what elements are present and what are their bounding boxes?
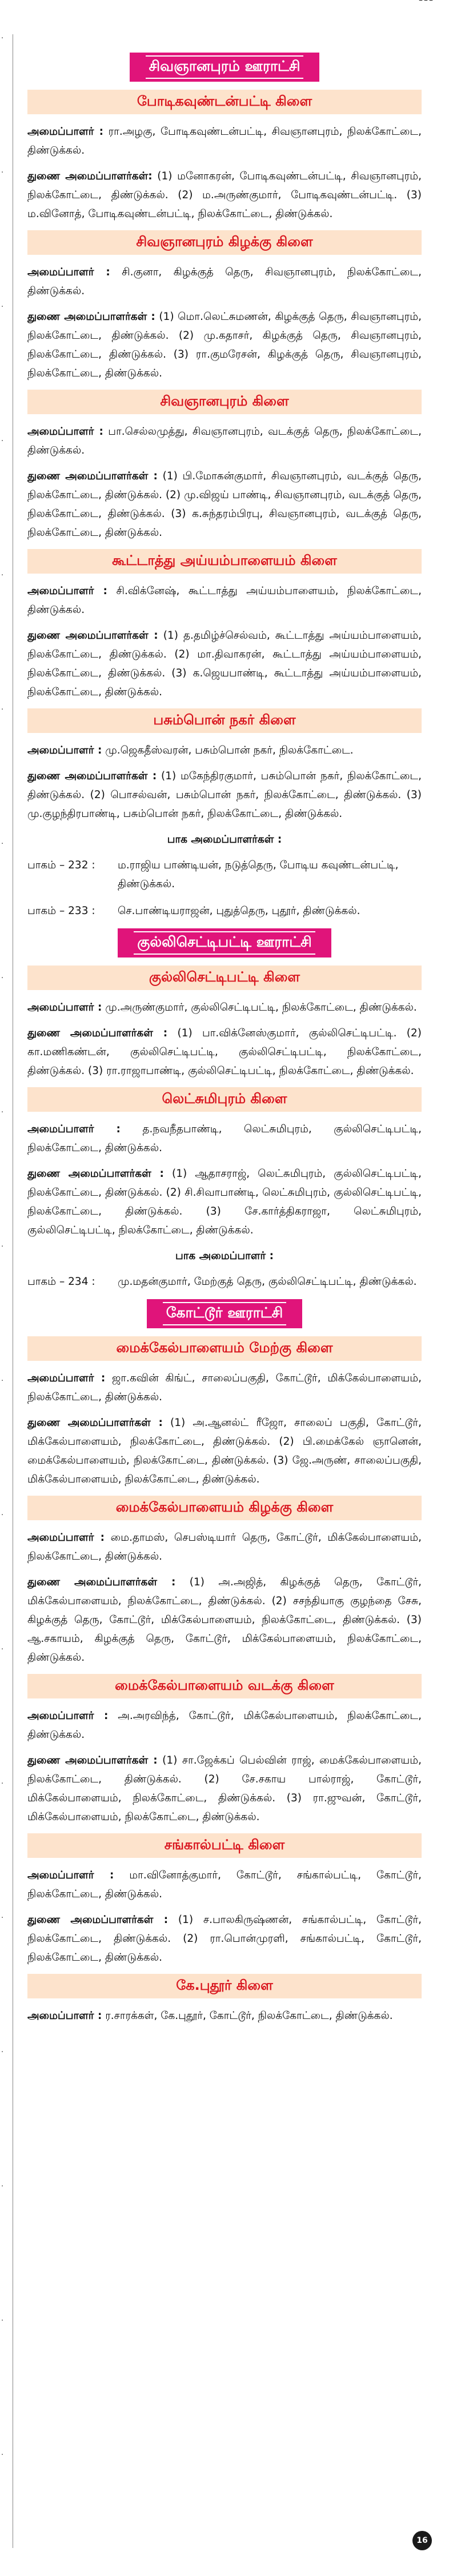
office-bearer-entry [27, 1910, 422, 1967]
booth-entry [27, 902, 422, 920]
role-label: துணை அமைப்பாளர்கள் : [27, 770, 157, 782]
role-label: அமைப்பாளர் : [27, 1001, 102, 1013]
section-subheading: பாக அமைப்பாளர் : [175, 1250, 274, 1262]
member-details: (1) அ.அஜித், கிழக்குத் தெரு, கோட்டூர், மிக்கேல்பாளையம், நிலக்கோட்டை, திண்டுக்கல். (2) சசந்தியாகு குழந்தை சேசு, கிழக்குத் தெரு, கோட்டூர், மிக்கேல்பாளையம், நிலக்கோட்டை, திண்டுக்கல். (3) ஆ.சகாயம், கிழக்குத் தெரு, கோட்டூர், மிக்கேல்பாளையம், நிலக்கோட்டை, திண்டுக்கல். [27, 1576, 422, 1664]
role-label: துணை அமைப்பாளர்கள் : [27, 1914, 169, 1926]
branch-title: குல்லிசெட்டிபட்டி கிளை [27, 966, 422, 990]
booth-member-details: மு.மதன்குமார், மேற்குத் தெரு, குல்லிசெட்டிபட்டி, திண்டுக்கல். [118, 1276, 417, 1288]
role-label: அமைப்பாளர் : [27, 266, 110, 278]
booth-number: பாகம் – 232 : [27, 859, 95, 871]
office-bearer-entry [27, 1413, 422, 1489]
member-details: (1) ஆதாசராஜ், லெட்சுமிபுரம், குல்லிசெட்டிபட்டி, நிலக்கோட்டை, திண்டுக்கல். (2) சி.சிவாபாண்டி, லெட்சுமிபுரம், குல்லிசெட்டிபட்டி, நிலக்கோட்டை, திண்டுக்கல். (3) சே.கார்த்திகராஜா, லெட்சுமிபுரம், குல்லிசெட்டிபட்டி, நிலக்கோட்டை, திண்டுக்கல். [27, 1168, 422, 1236]
booth-number: பாகம் – 233 : [27, 905, 95, 917]
adjacent-column-strip: · · · · · · · · · · · · · · · · · · · [0, 34, 13, 2548]
role-label: துணை அமைப்பாளர்கள் : [27, 470, 158, 482]
member-details: த.நவநீதபாண்டி, லெட்சுமிபுரம், குல்லிசெட்டிபட்டி, நிலக்கோட்டை, திண்டுக்கல். [27, 1123, 422, 1154]
office-bearer-entry [27, 626, 422, 702]
booth-entry [27, 1272, 422, 1291]
branch-title: கே.புதூர் கிளை [27, 1974, 422, 1998]
member-details: (1) மொ.லெட்சுமணன், கிழக்குத் தெரு, சிவஞானபுரம், நிலக்கோட்டை, திண்டுக்கல். (2) மு.கதாசர், கிழக்குத் தெரு, சிவஞானபுரம், நிலக்கோட்டை, திண்டுக்கல். (3) ரா.குமரேசன், கிழக்குத் தெரு, சிவஞானபுரம், நிலக்கோட்டை, திண்டுக்கல். [27, 311, 422, 379]
branch-title: கூட்டாத்து அய்யம்பாளையம் கிளை [27, 549, 422, 574]
booth-member-details: ம.ராஜிய பாண்டியன், நடுத்தெரு, போடிய கவுண்டன்பட்டி, திண்டுக்கல். [118, 859, 399, 890]
role-label: துணை அமைப்பாளர்கள் : [27, 311, 155, 323]
branch-title: மைக்கேல்பாளையம் கிழக்கு கிளை [27, 1496, 422, 1520]
branch-title: பசும்பொன் நகர் கிளை [27, 708, 422, 733]
role-label: அமைப்பாளர் : [27, 1372, 106, 1384]
office-bearer-entry [27, 467, 422, 542]
role-label: துணை அமைப்பாளர்கள் : [27, 1168, 164, 1180]
office-bearer-entry [27, 167, 422, 223]
role-label: அமைப்பாளர் : [27, 1710, 109, 1722]
branch-title: சங்கால்பட்டி கிளை [27, 1833, 422, 1858]
member-details: (1) சா.ஜேக்கப் பெல்வின் ராஜ், மைக்கேல்பாளையம், நிலக்கோட்டை, திண்டுக்கல். (2) சே.சகாய பால்ராஜ், கோட்டூர், மிக்கேல்பாளையம், நிலக்கோட்டை, திண்டுக்கல். (3) ரா.ஜுவன், கோட்டூர், மிக்கேல்பாளையம், நிலக்கோட்டை, திண்டுக்கல். [27, 1754, 422, 1823]
page-number-badge: 16 [412, 2531, 432, 2550]
booth-member-details: செ.பாண்டியராஜன், புதுத்தெரு, புதூர், திண்டுக்கல். [118, 905, 360, 917]
branch-title: சிவஞானபுரம் கிழக்கு கிளை [27, 230, 422, 255]
role-label: அமைப்பாளர் : [27, 1123, 121, 1135]
office-bearer-entry [27, 767, 422, 823]
panchayat-title-text: சிவஞானபுரம் ஊராட்சி [146, 55, 304, 79]
office-bearer-entry [27, 998, 422, 1017]
office-bearer-entry [27, 122, 422, 160]
branch-title: மைக்கேல்பாளையம் மேற்கு கிளை [27, 1336, 422, 1361]
member-details: (1) மகேந்திரகுமார், பசும்பொன் நகர், நிலக்கோட்டை, திண்டுக்கல். (2) பொசல்வன், பசும்பொன் நகர், நிலக்கோட்டை, திண்டுக்கல். (3) மு.குழந்திரபாண்டி, பசும்பொன் நகர், நிலக்கோட்டை, திண்டுக்கல். [27, 770, 422, 820]
office-bearer-entry [27, 1369, 422, 1407]
role-label: அமைப்பாளர் : [27, 2010, 102, 2022]
top-header-band: ––– [419, 0, 434, 5]
member-details: (1) ச.பாலகிருஷ்ணன், சங்கால்பட்டி, கோட்டூர், நிலக்கோட்டை, திண்டுக்கல். (2) ரா.பொன்முரளி, சங்கால்பட்டி, கோட்டூர், நிலக்கோட்டை, திண்டுக்கல். [27, 1914, 422, 1964]
member-details: (1) த.தமிழ்ச்செல்வம், கூட்டாத்து அய்யம்பாளையம், நிலக்கோட்டை, திண்டுக்கல். (2) மா.திவாகரன், கூட்டாத்து அய்யம்பாளையம், நிலக்கோட்டை, திண்டுக்கல். (3) க.ஜெயபாண்டி, கூட்டாத்து அய்யம்பாளையம், நிலக்கோட்டை, திண்டுக்கல். [27, 630, 422, 698]
role-label: அமைப்பாளர் : [27, 426, 103, 438]
role-label: துணை அமைப்பாளர்கள்: [27, 170, 153, 182]
member-details: மு.அருண்குமார், குல்லிசெட்டிபட்டி, நிலக்கோட்டை, திண்டுக்கல். [102, 1001, 417, 1013]
office-bearer-entry [27, 582, 422, 619]
member-details: சி.குனா, கிழக்குத் தெரு, சிவஞானபுரம், நிலக்கோட்டை, திண்டுக்கல். [27, 266, 422, 297]
office-bearer-entry [27, 307, 422, 383]
role-label: துணை அமைப்பாளர்கள் : [27, 630, 158, 642]
role-label: அமைப்பாளர் : [27, 744, 102, 756]
member-details: மா.வினோத்குமார், கோட்டூர், சங்கால்பட்டி, கோட்டூர், நிலக்கோட்டை, திண்டுக்கல். [27, 1869, 422, 1900]
office-bearer-entry [27, 1706, 422, 1744]
member-details: சி.விக்னேஷ், கூட்டாத்து அய்யம்பாளையம், நிலக்கோட்டை, திண்டுக்கல். [27, 585, 422, 616]
office-bearer-entry [27, 1120, 422, 1157]
role-label: அமைப்பாளர் : [27, 126, 104, 138]
panchayat-title [118, 928, 331, 958]
role-label: துணை அமைப்பாளர்கள் : [27, 1576, 176, 1588]
booth-entry [27, 856, 422, 894]
member-details: (1) அ.ஆனல்ட் ரீஜோ, சாலைப் பகுதி, கோட்டூர், மிக்கேல்பாளையம், நிலக்கோட்டை, திண்டுக்கல். (2) பி.மைக்கேல் ஞானென், மைக்கேல்பாளையம், நிலக்கோட்டை, திண்டுக்கல். (3) ஜே.அருண், சாலைப்பகுதி, மிக்கேல்பாளையம், நிலக்கோட்டை, திண்டுக்கல். [27, 1417, 422, 1485]
panchayat-title [130, 53, 320, 82]
role-label: துணை அமைப்பாளர்கள் : [27, 1027, 168, 1039]
office-bearer-entry [27, 1024, 422, 1080]
role-label: அமைப்பாளர் : [27, 585, 107, 597]
role-label: துணை அமைப்பாளர்கள் : [27, 1417, 163, 1429]
member-details: (1) மனோகரன், போடிகவுண்டன்பட்டி, சிவஞானபுரம், நிலக்கோட்டை, திண்டுக்கல். (2) ம.அருண்குமார், போடிகவுண்டன்பட்டி. (3) ம.வினோத், போடிகவுண்டன்பட்டி, நிலக்கோட்டை, திண்டுக்கல். [27, 170, 422, 220]
booth-number: பாகம் – 234 : [27, 1276, 95, 1288]
office-bearer-entry [27, 1751, 422, 1826]
office-bearer-entry [27, 422, 422, 460]
member-details: (1) பி.மோகன்குமார், சிவஞானபுரம், வடக்குத் தெரு, நிலக்கோட்டை, திண்டுக்கல். (2) மு.விஜய் பாண்டி, சிவஞானபுரம், வடக்குத் தெரு, நிலக்கோட்டை, திண்டுக்கல். (3) க.சுந்தரம்பிரபு, சிவஞானபுரம், வடக்குத் தெரு, நிலக்கோட்டை, திண்டுக்கல். [27, 470, 422, 539]
member-details: ஜா.கவின் கிங்ட், சாலைப்பகுதி, கோட்டூர், மிக்கேல்பாளையம், நிலக்கோட்டை, திண்டுக்கல். [27, 1372, 422, 1403]
branch-title: போடிகவுண்டன்பட்டி கிளை [27, 90, 422, 114]
office-bearer-entry [27, 2006, 422, 2025]
member-details: மை.தாமஸ், செபஸ்டியார் தெரு, கோட்டூர், மிக்கேல்பாளையம், நிலக்கோட்டை, திண்டுக்கல். [27, 1532, 422, 1563]
office-bearer-entry [27, 1573, 422, 1667]
member-details: (1) பா.விக்னேஸ்குமார், குல்லிசெட்டிபட்டி. (2) கா.மணிகண்டன், குல்லிசெட்டிபட்டி, குல்லிசெட்டிபட்டி, நிலக்கோட்டை, திண்டுக்கல். (3) ரா.ராஜாபாண்டி, குல்லிசெட்டிபட்டி, நிலக்கோட்டை, திண்டுக்கல். [27, 1027, 422, 1077]
member-details: பா.செல்லமுத்து, சிவஞானபுரம், வடக்குத் தெரு, நிலக்கோட்டை, திண்டுக்கல். [27, 426, 422, 456]
branch-title: மைக்கேல்பாளையம் வடக்கு கிளை [27, 1674, 422, 1698]
office-bearer-entry [27, 741, 422, 760]
office-bearer-entry [27, 1866, 422, 1904]
role-label: அமைப்பாளர் : [27, 1869, 114, 1881]
role-label: அமைப்பாளர் : [27, 1532, 105, 1544]
member-details: மு.ஜெகதீஸ்வரன், பசும்பொன் நகர், நிலக்கோட்டை. [102, 744, 354, 756]
branch-title: சிவஞானபுரம் கிளை [27, 390, 422, 414]
section-subheading: பாக அமைப்பாளர்கள் : [167, 834, 282, 846]
member-details: ர.சாரக்கள், கே.புதூர், கோட்டூர், நிலக்கோட்டை, திண்டுக்கல். [102, 2010, 393, 2022]
panchayat-title-text: கோட்டூர் ஊராட்சி [163, 1302, 286, 1325]
member-details: அ.அரவிந்த், கோட்டூர், மிக்கேல்பாளையம், நிலக்கோட்டை, திண்டுக்கல். [27, 1710, 422, 1741]
office-bearer-entry [27, 1164, 422, 1240]
office-bearer-entry [27, 263, 422, 301]
panchayat-title-text: குல்லிசெட்டிபட்டி ஊராட்சி [134, 931, 315, 955]
role-label: துணை அமைப்பாளர்கள் : [27, 1754, 158, 1766]
office-bearer-entry [27, 1528, 422, 1566]
article-body [27, 45, 422, 2558]
panchayat-title [147, 1299, 302, 1328]
member-details: ரா.அழகு, போடிகவுண்டன்பட்டி, சிவஞானபுரம், நிலக்கோட்டை, திண்டுக்கல். [27, 126, 422, 157]
branch-title: லெட்சுமிபுரம் கிளை [27, 1087, 422, 1112]
